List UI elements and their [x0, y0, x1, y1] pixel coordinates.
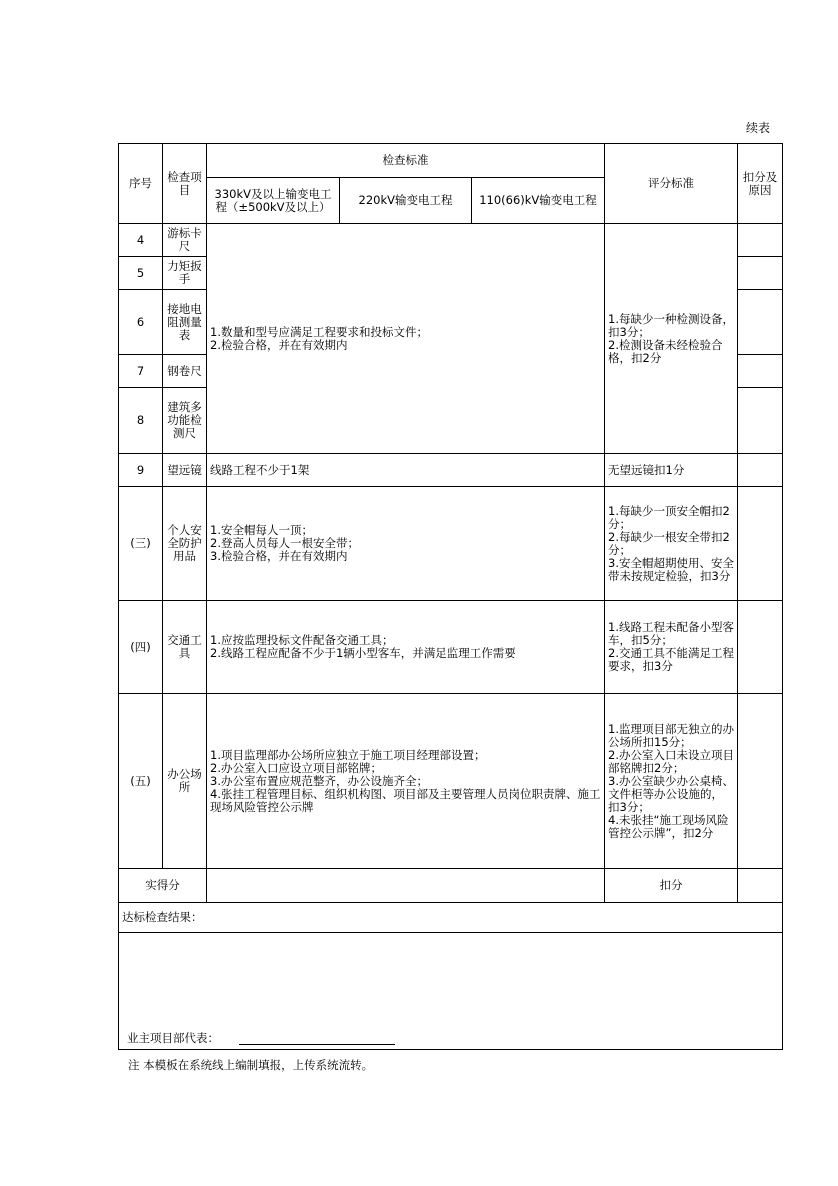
row3-standard: 1.安全帽每人一顶； 2.登高人员每人一根安全带； 3.检验合格，并在有效期内 [207, 487, 605, 601]
deduction-cell[interactable] [738, 694, 783, 869]
row-item: 办公场所 [163, 694, 207, 869]
header-seq: 序号 [119, 144, 163, 224]
inspection-table [118, 143, 783, 1050]
row-seq: 9 [119, 454, 163, 487]
row-seq: 6 [119, 290, 163, 355]
row-item: 望远镜 [163, 454, 207, 487]
row5-scoring: 1.监理项目部无独立的办公场所扣15分； 2.办公室入口未设立项目部铭牌扣2分； 3.办公室缺少办公桌椅、文件柜等办公设施的，扣3分； 4.未张挂“施工现场风险管控公示牌”，扣2分 [605, 694, 738, 869]
deduct-value[interactable] [738, 869, 783, 903]
header-standard: 检查标准 [207, 144, 605, 178]
deduction-cell[interactable] [738, 355, 783, 388]
deduction-cell[interactable] [738, 601, 783, 694]
row-item: 个人安全防护用品 [163, 487, 207, 601]
owner-rep-label: 业主项目部代表： [127, 1031, 219, 1045]
header-item: 检查项目 [163, 144, 207, 224]
row-item: 游标卡尺 [163, 224, 207, 257]
row-seq: (五) [119, 694, 163, 869]
header-std-110: 110(66)kV输变电工程 [472, 178, 605, 224]
actual-score-label: 实得分 [119, 869, 207, 903]
deduction-cell[interactable] [738, 257, 783, 290]
row4-standard: 1.应按监理投标文件配备交通工具； 2.线路工程应配备不少于1辆小型客车，并满足监理工作需要 [207, 601, 605, 694]
row-item: 力矩扳手 [163, 257, 207, 290]
deduction-cell[interactable] [738, 290, 783, 355]
header-deduction: 扣分及原因 [738, 144, 783, 224]
row4-scoring: 1.线路工程未配备小型客车，扣5分； 2.交通工具不能满足工程要求，扣3分 [605, 601, 738, 694]
result-label: 达标检查结果： [119, 903, 783, 933]
deduct-label: 扣分 [605, 869, 738, 903]
row3-scoring: 1.每缺少一顶安全帽扣2分； 2.每缺少一根安全带扣2分； 3.安全帽超期使用、安全带未按规定检验，扣3分 [605, 487, 738, 601]
deduction-cell[interactable] [738, 454, 783, 487]
signature-line[interactable] [239, 1032, 395, 1045]
row-seq: (四) [119, 601, 163, 694]
group1-scoring: 1.每缺少一种检测设备，扣3分； 2.检测设备未经检验合格，扣2分 [605, 224, 738, 454]
row-seq: 7 [119, 355, 163, 388]
deduction-cell[interactable] [738, 388, 783, 454]
row-seq: 5 [119, 257, 163, 290]
row-seq: 4 [119, 224, 163, 257]
deduction-cell[interactable] [738, 224, 783, 257]
row5-standard: 1.项目监理部办公场所应独立于施工项目经理部设置； 2.办公室入口应设立项目部铭牌； 3.办公室布置应规范整齐，办公设施齐全； 4.张挂工程管理目标、组织机构图、项目部及主要管理人员岗位职责牌、施工现场风险管控公示牌 [207, 694, 605, 869]
header-std-220: 220kV输变电工程 [340, 178, 472, 224]
actual-score-value[interactable] [207, 869, 605, 903]
header-scoring: 评分标准 [605, 144, 738, 224]
row-item: 建筑多功能检测尺 [163, 388, 207, 454]
row-seq: 8 [119, 388, 163, 454]
continued-label: 续表 [746, 121, 771, 135]
deduction-cell[interactable] [738, 487, 783, 601]
row-item: 交通工具 [163, 601, 207, 694]
row9-scoring: 无望远镜扣1分 [605, 454, 738, 487]
header-std-330: 330kV及以上输变电工程（±500kV及以上） [207, 178, 340, 224]
group1-standard: 1.数量和型号应满足工程要求和投标文件； 2.检验合格，并在有效期内 [207, 224, 605, 454]
row9-standard: 线路工程不少于1架 [207, 454, 605, 487]
row-item: 钢卷尺 [163, 355, 207, 388]
signature-area [119, 933, 783, 1050]
footnote: 注 本模板在系统线上编制填报，上传系统流转。 [128, 1058, 374, 1072]
row-seq: (三) [119, 487, 163, 601]
row-item: 接地电阻测量表 [163, 290, 207, 355]
